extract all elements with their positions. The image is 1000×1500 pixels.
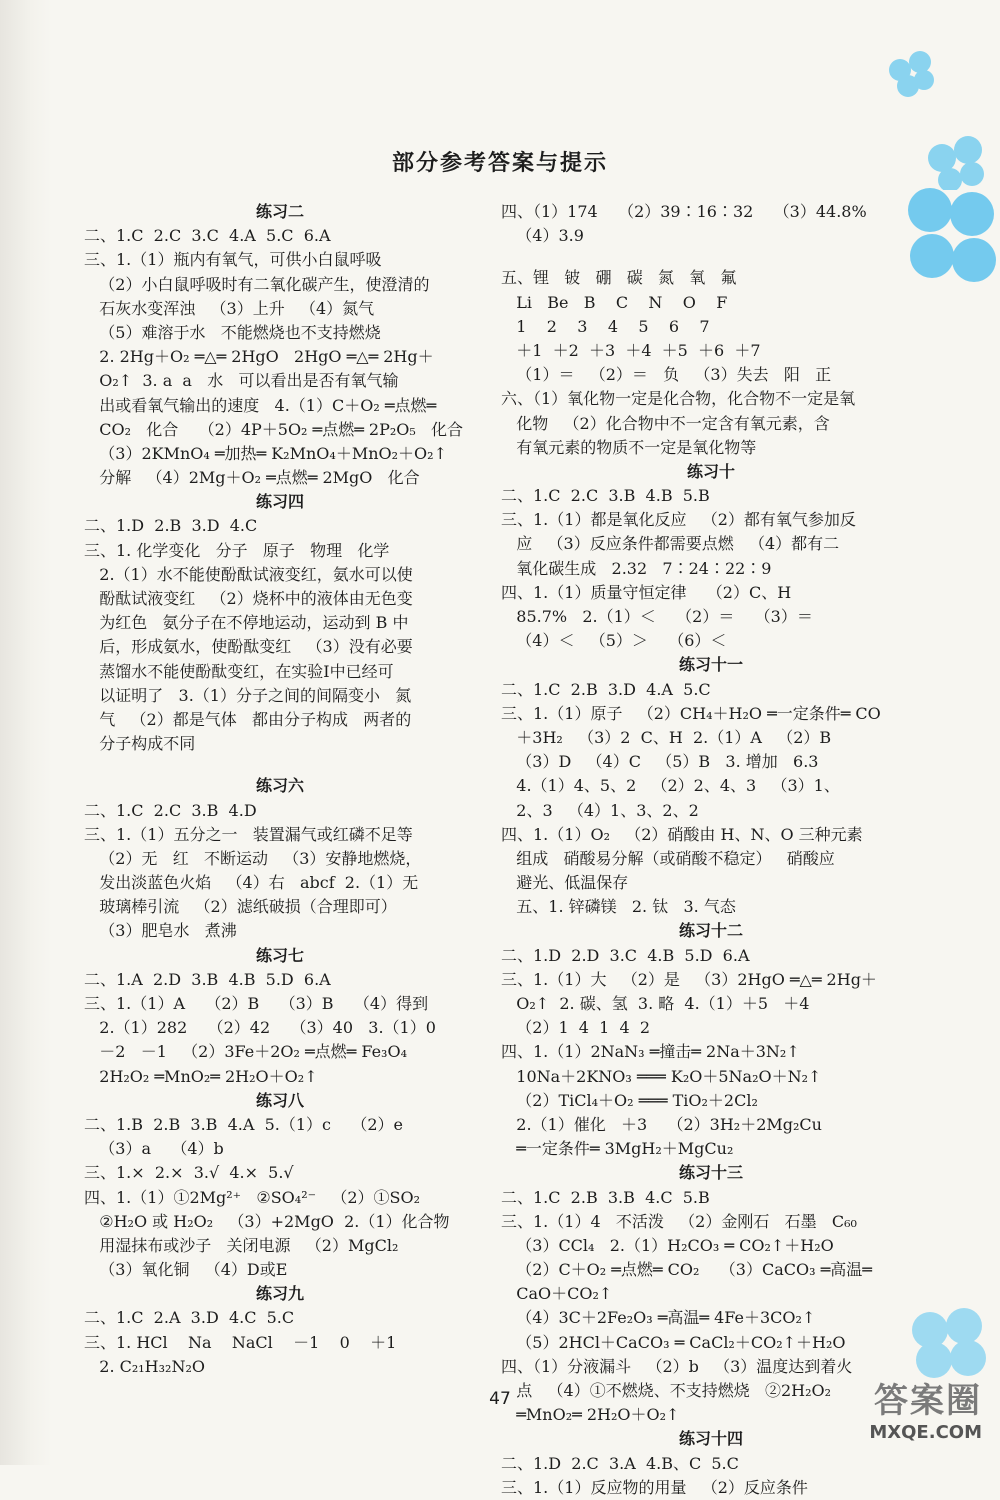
answer-line: 三、1.（1）A （2）B （3）B （4）得到 xyxy=(84,994,429,1013)
answer-line: 分子构成不同 xyxy=(84,734,196,754)
answer-line: 二、1.C 2.B 3.D 4.A 5.C xyxy=(501,679,711,699)
answer-line: 玻璃棒引流 （2）滤纸破损（合理即可） xyxy=(84,897,397,917)
answer-line: 为红色 氨分子在不停地运动，运动到 B 中 xyxy=(84,613,409,633)
answer-line: 四、1.（1）质量守恒定律 （2）C、H xyxy=(501,582,792,602)
answer-line: 点 （4）①不燃烧、不支持燃烧 ②2H₂O₂ xyxy=(501,1381,832,1400)
answer-line: （3）2KMnO₄ ═加热═ K₂MnO₄＋MnO₂＋O₂↑ xyxy=(84,443,447,463)
answer-line: 发出淡蓝色火焰 （4）右 abcf 2.（1）无 xyxy=(84,873,419,893)
section-heading: 练习十一 xyxy=(678,655,743,675)
answer-line: 石灰水变浑浊 （3）上升 （4）氮气 xyxy=(84,298,375,318)
answer-line: 气 （2）都是气体 都由分子构成 两者的 xyxy=(84,709,412,729)
answer-line: 1 2 3 4 5 6 7 xyxy=(501,316,710,336)
answer-line: 三、1. HCl Na NaCl －1 0 ＋1 xyxy=(84,1332,397,1352)
answer-line: 二、1.D 2.C 3.A 4.B、C 5.C xyxy=(501,1453,739,1473)
answer-line: 三、1.（1）都是氧化反应 （2）都有氧气参加反 xyxy=(501,510,856,530)
answer-line: 三、1.（1）大 （2）是 （3）2HgO ═△═ 2Hg＋ xyxy=(501,969,877,989)
section-heading: 练习四 xyxy=(255,492,304,512)
answer-line: 四、1.（1）2NaN₃ ═撞击═ 2Na＋3N₂↑ xyxy=(501,1042,800,1062)
spacer xyxy=(501,248,921,266)
answer-line: ═一定条件═ 3MgH₂＋MgCu₂ xyxy=(501,1139,734,1159)
answer-line: （2）C＋O₂ ═点燃═ CO₂ （3）CaCO₃ ═高温═ xyxy=(501,1260,872,1280)
section-heading: 练习十四 xyxy=(678,1429,743,1449)
section-heading: 练习十二 xyxy=(678,921,743,941)
answer-column-left xyxy=(84,200,476,1379)
answer-line: ＋3H₂ （3）2 C、H 2.（1）A （2）B xyxy=(501,727,832,747)
answer-line: 2.（1）282 （2）42 （3）40 3.（1）0 xyxy=(84,1018,436,1038)
answer-line: 酚酞试液变红 （2）烧杯中的液体由无色变 xyxy=(84,589,413,608)
answer-line: 三、1.（1）五分之一 装置漏气或红磷不足等 xyxy=(84,824,413,844)
answer-line: 二、1.C 2.C 3.C 4.A 5.C 6.A xyxy=(84,226,331,246)
answer-line: （4）3C＋2Fe₂O₃ ═高温═ 4Fe＋3CO₂↑ xyxy=(501,1308,816,1328)
answer-line: O₂↑ 2. 碳、氢 3. 略 4.（1）＋5 ＋4 xyxy=(501,994,810,1013)
watermark-logo: 答案圈 xyxy=(874,1381,982,1421)
spacer xyxy=(84,756,476,774)
section-heading: 练习二 xyxy=(255,202,304,221)
page-title: 部分参考答案与提示 xyxy=(391,151,608,176)
answer-line: 避光、低温保存 xyxy=(501,873,629,893)
answer-line: 蒸馏水不能使酚酞变红，在实验Ⅰ中已经可 xyxy=(84,661,394,681)
answer-column-right xyxy=(501,200,921,1500)
answer-line: （3）a （4）b xyxy=(84,1139,224,1159)
answer-line: 4.（1）4、5、2 （2）2、4、3 （3）1、 xyxy=(501,776,840,796)
answer-line: ═MnO₂═ 2H₂O＋O₂↑ xyxy=(501,1405,680,1425)
answer-line: 有氧元素的物质不一定是氧化物等 xyxy=(501,437,757,457)
answer-line: 2. 2Hg＋O₂ ═△═ 2HgO 2HgO ═△═ 2Hg＋ xyxy=(84,347,434,367)
answer-line: （2）无 红 不断运动 （3）安静地燃烧， xyxy=(84,848,422,868)
answer-line: 以证明了 3.（1）分子之间的间隔变小 氮 xyxy=(84,685,412,705)
answer-line: （2）小白鼠呼吸时有二氧化碳产生，使澄清的 xyxy=(84,274,430,294)
answer-line: 四、（1）174 （2）39∶16∶32 （3）44.8% xyxy=(501,202,867,221)
answer-line: 应 （3）反应条件都需要点燃 （4）都有二 xyxy=(501,534,840,554)
answer-line: 三、1.（1）原子 （2）CH₄＋H₂O ═一定条件═ CO xyxy=(501,703,881,723)
answer-line: 二、1.D 2.B 3.D 4.C xyxy=(84,516,258,536)
answer-line: （1）＝ （2）＝ 负 （3）失去 阳 正 xyxy=(501,365,832,385)
answer-line: 四、（1）分液漏斗 （2）b （3）温度达到着火 xyxy=(501,1356,853,1376)
answer-line: 三、1. 化学变化 分子 原子 物理 化学 xyxy=(84,540,390,560)
answer-line: 二、1.C 2.C 3.B 4.D xyxy=(84,800,257,820)
section-heading: 练习十三 xyxy=(678,1163,743,1183)
answer-line: CaO＋CO₂↑ xyxy=(501,1284,613,1304)
answer-line: ②H₂O 或 H₂O₂ （3）+2MgO 2.（1）化合物 xyxy=(84,1211,450,1231)
answer-line: 2.（1）水不能使酚酞试液变红，氨水可以使 xyxy=(84,564,413,584)
answer-line: 五、锂 铍 硼 碳 氮 氧 氟 xyxy=(501,268,737,288)
answer-line: 四、1.（1）①2Mg²⁺ ②SO₄²⁻ （2）①SO₂ xyxy=(84,1187,420,1207)
answer-line: CO₂ 化合 （2）4P＋5O₂ ═点燃═ 2P₂O₅ 化合 xyxy=(84,419,464,439)
answer-line: 二、1.C 2.C 3.B 4.B 5.B xyxy=(501,486,710,506)
answer-line: （3）肥皂水 煮沸 xyxy=(84,921,237,941)
answer-line: 三、1.（1）4 不活泼 （2）金刚石 石墨 C₆₀ xyxy=(501,1211,857,1231)
answer-line: 三、1.（1）反应物的用量 （2）反应条件 xyxy=(501,1477,808,1497)
answer-line: 三、1.（1）瓶内有氧气，可供小白鼠呼吸 xyxy=(84,250,382,270)
watermark-url: MXQE.COM xyxy=(869,1422,982,1443)
answer-line: （5）难溶于水 不能燃烧也不支持燃烧 xyxy=(84,322,381,342)
answer-line: （5）2HCl＋CaCO₃ ═ CaCl₂＋CO₂↑＋H₂O xyxy=(501,1332,846,1352)
answer-line: 二、1.B 2.B 3.B 4.A 5.（1）c （2）e xyxy=(84,1114,403,1134)
answer-line: 出或看氧气输出的速度 4.（1）C＋O₂ ═点燃═ xyxy=(84,395,437,415)
answer-line: 化物 （2）化合物中不一定含有氧元素，含 xyxy=(501,413,830,433)
answer-line: 二、1.D 2.D 3.C 4.B 5.D 6.A xyxy=(501,945,750,965)
answer-line: 2.（1）催化 ＋3 （2）3H₂＋2Mg₂Cu xyxy=(501,1114,822,1134)
answer-line: 用湿抹布或沙子 关闭电源 （2）MgCl₂ xyxy=(84,1235,399,1255)
answer-line: （3）氧化铜 （4）D或E xyxy=(84,1260,288,1280)
answer-line: ＋1 ＋2 ＋3 ＋4 ＋5 ＋6 ＋7 xyxy=(501,340,761,360)
answer-line: 10Na＋2KNO₃ ═══ K₂O＋5Na₂O＋N₂↑ xyxy=(501,1066,822,1086)
answer-line: 三、1.× 2.× 3.√ 4.× 5.√ xyxy=(84,1163,294,1183)
answer-line: －2 －1 （2）3Fe＋2O₂ ═点燃═ Fe₃O₄ xyxy=(84,1042,407,1062)
watermark xyxy=(869,1373,982,1443)
answer-line: 五、1. 锌磷镁 2. 钛 3. 气态 xyxy=(501,897,736,917)
section-heading: 练习六 xyxy=(255,776,304,796)
answer-line: 2、3 （4）1、3、2、2 xyxy=(501,800,699,820)
section-heading: 练习十 xyxy=(686,461,735,481)
section-heading: 练习八 xyxy=(255,1090,304,1110)
answer-line: 氧化碳生成 2.32 7∶24∶22∶9 xyxy=(501,558,772,578)
answer-line: 二、1.C 2.A 3.D 4.C 5.C xyxy=(84,1308,295,1328)
section-heading: 练习七 xyxy=(255,945,304,965)
answer-line: （3）D （4）C （5）B 3. 增加 6.3 xyxy=(501,752,819,772)
answer-line: 二、1.A 2.D 3.B 4.B 5.D 6.A xyxy=(84,969,331,989)
answer-line: O₂↑ 3. a a 水 可以看出是否有氧气输 xyxy=(84,371,399,391)
answer-line: 四、1.（1）O₂ （2）硝酸由 H、N、O 三种元素 xyxy=(501,824,863,844)
answer-line: （4）3.9 xyxy=(501,226,584,246)
answer-line: 后，形成氨水，使酚酞变红 （3）没有必要 xyxy=(84,637,413,657)
answer-line: 85.7% 2.（1）＜ （2）＝ （3）＝ xyxy=(501,607,813,626)
answer-line: 六、（1）氧化物一定是化合物，化合物不一定是氧 xyxy=(501,389,856,409)
page-number: 47 xyxy=(489,1389,511,1409)
answer-line: （2）TiCl₄＋O₂ ═══ TiO₂＋2Cl₂ xyxy=(501,1090,758,1110)
answer-line: （2）1 4 1 4 2 xyxy=(501,1018,651,1038)
answer-line: 二、1.C 2.B 3.B 4.C 5.B xyxy=(501,1187,710,1207)
answer-line: 2H₂O₂ ═MnO₂═ 2H₂O＋O₂↑ xyxy=(84,1066,318,1086)
answer-line: Li Be B C N O F xyxy=(501,292,728,312)
answer-line: 组成 硝酸易分解（或硝酸不稳定） 硝酸应 xyxy=(501,848,835,868)
answer-line: 分解 （4）2Mg＋O₂ ═点燃═ 2MgO 化合 xyxy=(84,468,420,488)
answer-line: 2. C₂₁H₃₂N₂O xyxy=(84,1356,205,1376)
page-edge-shadow xyxy=(0,0,52,1465)
section-heading: 练习九 xyxy=(255,1284,304,1304)
answer-line: （3）CCl₄ 2.（1）H₂CO₃ ═ CO₂↑＋H₂O xyxy=(501,1235,834,1255)
answer-line: （4）＜ （5）＞ （6）＜ xyxy=(501,631,727,651)
